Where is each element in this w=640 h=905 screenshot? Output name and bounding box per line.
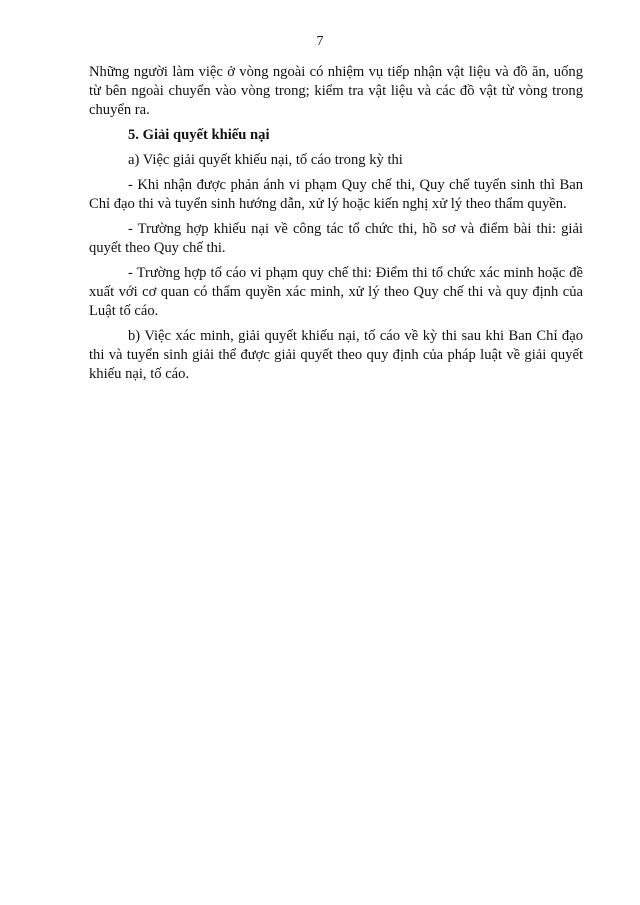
denunciation-paragraph: - Trường hợp tố cáo vi phạm quy chế thi: Điểm thi tổ chức xác minh hoặc đề xuất với cơ quan có thẩm quyền xác minh, xử lý theo Quy chế thi và quy định của Luật tố cáo. (89, 265, 583, 319)
complaint-handling-paragraph: - Khi nhận được phản ánh vi phạm Quy chế thi, Quy chế tuyển sinh thì Ban Chỉ đạo thi và tuyển sinh hướng dẫn, xử lý hoặc kiến nghị xử lý theo thẩm quyền. (89, 177, 583, 212)
exam-complaint-paragraph: - Trường hợp khiếu nại về công tác tổ chức thi, hồ sơ và điểm bài thi: giải quyết theo Quy chế thi. (89, 221, 583, 256)
subsection-a-paragraph: a) Việc giải quyết khiếu nại, tố cáo trong kỳ thi (128, 152, 403, 168)
section-heading: 5. Giải quyết khiếu nại (128, 127, 270, 143)
page-number: 7 (316, 34, 324, 49)
document-body (89, 63, 583, 390)
intro-paragraph: Những người làm việc ở vòng ngoài có nhiệm vụ tiếp nhận vật liệu và đồ ăn, uống từ bên ngoài chuyển vào vòng trong; kiểm tra vật liệu và các đồ vật từ vòng trong chuyển ra. (89, 64, 583, 118)
subsection-b-paragraph: b) Việc xác minh, giải quyết khiếu nại, tố cáo về kỳ thi sau khi Ban Chỉ đạo thi và tuyển sinh giải thể được giải quyết theo quy định của pháp luật về giải quyết khiếu nại, tố cáo. (89, 328, 583, 382)
